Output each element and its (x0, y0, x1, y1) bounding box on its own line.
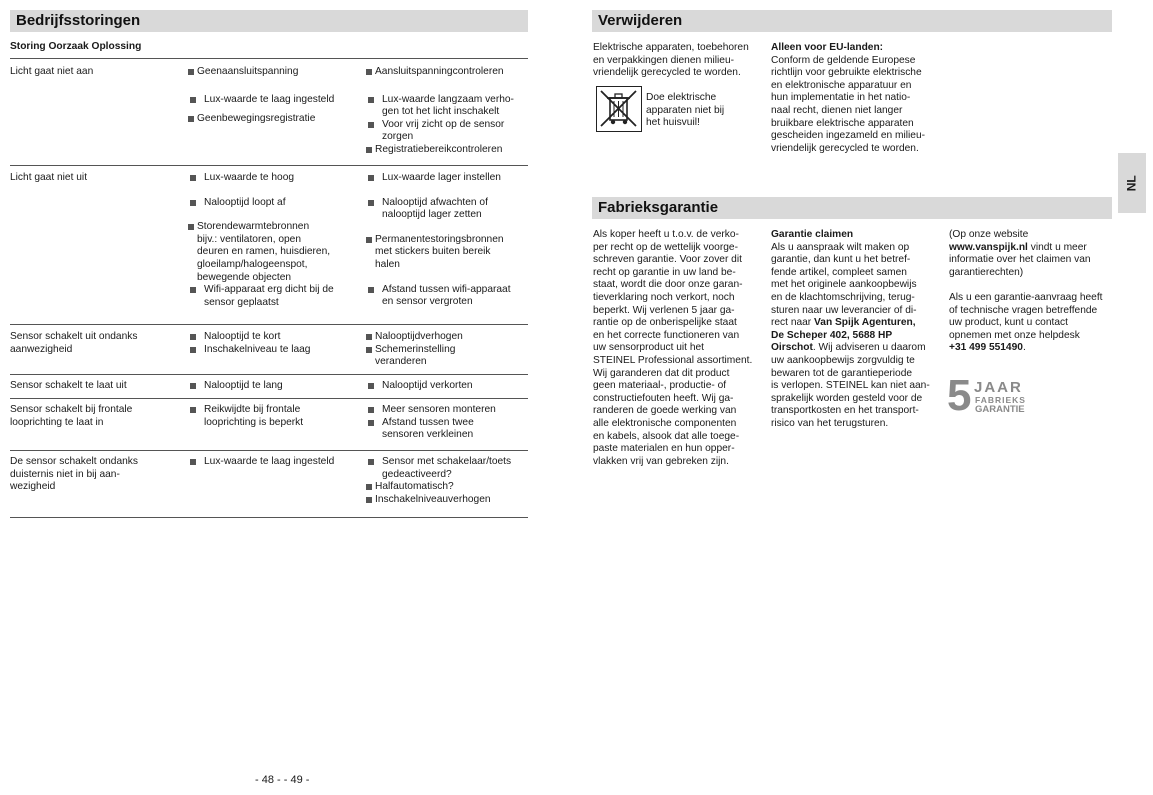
oplossing-text: sensoren verkleinen (382, 429, 474, 441)
bullet-square-icon (190, 383, 196, 389)
oplossing-item (366, 284, 528, 309)
warranty-col1-line: staat, wordt die door onze garan- (593, 279, 743, 291)
warranty-col2-line: Als u aanspraak wilt maken op (771, 241, 910, 253)
eu-line: hun implementatie in het natio- (771, 92, 911, 104)
warranty-claim-address-line3 (771, 342, 941, 355)
bullet-square-icon (368, 200, 374, 206)
warranty-col2-line: bewaren tot de garantieperiode (771, 367, 913, 379)
oorzaak-item (188, 284, 360, 309)
disposal-intro-line: Elektrische apparaten, toebehoren (593, 42, 749, 53)
oorzaak-text: Nalooptijd te kort (204, 331, 281, 342)
oorzaak-text: gloeilamp/halogeenspot, (197, 258, 308, 270)
bullet-square-icon (366, 484, 372, 490)
oorzaak-cell (188, 66, 360, 126)
badge-number: 5 (947, 371, 972, 420)
oorzaak-text: Wifi-apparaat erg dicht bij de (204, 284, 334, 296)
bullet-square-icon (368, 287, 374, 293)
storing-text: wezigheid (10, 481, 56, 493)
oorzaak-text: Lux-waarde te hoog (204, 172, 295, 183)
bullet-square-icon (368, 420, 374, 426)
oorzaak-cell (188, 172, 360, 309)
warranty-col1-line: vlakken vrij van gebreken zijn. (593, 455, 729, 467)
warranty-col2-line: is verlopen. STEINEL kan niet aan- (771, 380, 930, 392)
oorzaak-text: bewegende objecten (197, 271, 292, 283)
storing-cell (10, 331, 180, 356)
oorzaak-text: deuren en ramen, huisdieren, (197, 246, 331, 258)
section-title-bedrijfsstoringen: Bedrijfsstoringen (10, 10, 528, 32)
oorzaak-text: Geenaansluitspanning (197, 66, 299, 77)
storing-cell (10, 66, 180, 79)
eu-text (771, 55, 941, 156)
oplossing-item (366, 494, 528, 507)
oorzaak-item (188, 331, 360, 344)
warranty-col1-line: uw sensorproduct uit het (593, 342, 704, 354)
website-line (949, 242, 1119, 255)
oplossing-text: Lux-waarde langzaam verho- (382, 93, 514, 105)
oplossing-item (366, 172, 528, 185)
oplossing-text: Afstand tussen wifi-apparaat (382, 283, 511, 295)
oplossing-text: halen (375, 258, 400, 270)
bullet-square-icon (190, 97, 196, 103)
oplossing-item (366, 197, 528, 222)
oplossing-text: Sensor met schakelaar/toets (382, 456, 512, 467)
company-address: De Scheper 402, 5688 HP (771, 329, 893, 341)
warranty-col1-line: STEINEL Professional assortiment. (593, 354, 753, 366)
oorzaak-item (188, 344, 360, 357)
eu-line: richtlijn voor gebruikte elektrische (771, 67, 922, 79)
warranty-col3-line: garantierechten) (949, 266, 1024, 278)
oplossing-item (366, 66, 528, 79)
oorzaak-text: sensor geplaatst (204, 296, 279, 308)
website-suffix: vindt u meer (1027, 241, 1087, 253)
warranty-col1-line: alle elektronische componenten (593, 417, 737, 429)
oorzaak-text: Lux-waarde te laag ingesteld (204, 456, 335, 467)
section-title-verwijderen: Verwijderen (592, 10, 1112, 32)
storing-text: De sensor schakelt ondanks (10, 456, 138, 467)
warranty-col1-line: geen materiaal-, productie- of (593, 380, 727, 392)
crossed-bin-icon (596, 86, 642, 132)
oorzaak-cell (188, 331, 360, 356)
oorzaak-item (188, 172, 360, 185)
table-divider (10, 58, 528, 59)
oplossing-text: met stickers buiten bereik (375, 246, 491, 258)
bullet-square-icon (368, 407, 374, 413)
storing-text: Sensor schakelt uit ondanks (10, 331, 138, 342)
oplossing-item (366, 234, 528, 272)
storing-text: looprichting te laat in (10, 416, 104, 428)
warranty-col3-line: uw product, kunt u contact (949, 317, 1068, 329)
warranty-claim-heading: Garantie claimen (771, 229, 854, 240)
storing-text: Licht gaat niet aan (10, 66, 94, 77)
disposal-intro (593, 42, 763, 80)
storing-text: aanwezigheid (10, 343, 73, 355)
storing-text: duisternis niet in bij aan- (10, 468, 120, 480)
oorzaak-item (188, 456, 360, 469)
website-link[interactable]: www.vanspijk.nl (949, 241, 1028, 253)
storing-text: Sensor schakelt bij frontale (10, 404, 133, 415)
oplossing-text: Lux-waarde lager instellen (382, 172, 501, 183)
bullet-square-icon (368, 383, 374, 389)
oplossing-text: Meer sensoren monteren (382, 404, 496, 415)
oplossing-text: nalooptijd lager zetten (382, 209, 482, 221)
warranty-col1-line: per recht op de wettelijk voorge- (593, 241, 738, 253)
warranty-col1-line: beperkt. Wij verlenen 5 jaar ga- (593, 304, 735, 316)
eu-line: gescheiden ingezameld en milieu- (771, 130, 926, 142)
oorzaak-item (188, 380, 360, 393)
oorzaak-item (188, 404, 360, 429)
warranty-col1-line: schreven garantie. Voor zover dit (593, 254, 742, 266)
bullet-square-icon (366, 497, 372, 503)
oplossing-item (366, 119, 528, 144)
oorzaak-cell (188, 380, 360, 393)
eu-line: en elektronische apparatuur en (771, 79, 912, 91)
bullet-square-icon (190, 347, 196, 353)
eu-line: bruikbare elektrische apparaten (771, 117, 914, 129)
table-divider (10, 374, 528, 375)
eu-line: Conform de geldende Europese (771, 54, 916, 66)
warranty-col1-line: randeren de goede werking van (593, 405, 737, 417)
warranty-col2-line: transportkosten en het transport- (771, 405, 919, 417)
bullet-square-icon (368, 175, 374, 181)
paragraph-gap (949, 279, 1119, 292)
helpdesk-phone-line (949, 342, 1119, 355)
oplossing-item (366, 417, 528, 442)
oplossing-text: Inschakelniveauverhogen (375, 493, 491, 505)
five-year-warranty-badge (947, 371, 1037, 420)
oplossing-item (366, 331, 528, 344)
website-intro: (Op onze website (949, 229, 1029, 240)
table-divider (10, 450, 528, 451)
oorzaak-text: Lux-waarde te laag ingesteld (204, 93, 335, 105)
oplossing-cell (366, 66, 528, 157)
oplossing-text: Nalooptijd verkorten (382, 380, 473, 391)
warranty-col1-line: paste materialen en hun opper- (593, 443, 735, 455)
oplossing-text: Nalooptijd afwachten of (382, 196, 488, 208)
language-code: NL (1124, 175, 1139, 191)
bullet-square-icon (190, 175, 196, 181)
oplossing-text: en sensor vergroten (382, 296, 473, 308)
website-info (949, 254, 1119, 279)
bullet-square-icon (366, 69, 372, 75)
oplossing-text: Registratiebereikcontroleren (375, 143, 503, 155)
eu-line: vriendelijk gerecycled te worden. (771, 142, 919, 154)
warranty-col1-line: en het correcte functioneren van (593, 329, 740, 341)
section-title-fabrieksgarantie: Fabrieksgarantie (592, 197, 1112, 219)
oorzaak-cell (188, 404, 360, 429)
bullet-square-icon (366, 347, 372, 353)
warranty-col2-line: sturen naar uw leverancier of di- (771, 304, 917, 316)
warranty-col1-line: Wij garanderen dat dit product (593, 367, 730, 379)
storing-cell (10, 380, 180, 393)
bullet-square-icon (368, 459, 374, 465)
warranty-col1-line: recht op garantie in uw land be- (593, 266, 736, 278)
oplossing-cell (366, 456, 528, 506)
oorzaak-text: Reikwijdte bij frontale (204, 404, 301, 415)
oplossing-item (366, 404, 528, 417)
bullet-square-icon (366, 334, 372, 340)
warranty-col3-line: informatie over het claimen van (949, 254, 1091, 266)
oplossing-text: veranderen (375, 356, 427, 368)
warranty-col2-line: met het originele aankoopbewijs (771, 279, 917, 291)
oorzaak-text: looprichting is beperkt (204, 416, 304, 428)
oplossing-text: Schemerinstelling (375, 343, 456, 355)
table-divider (10, 398, 528, 399)
disposal-icon-line: Doe elektrische (646, 92, 717, 103)
bullet-square-icon (190, 334, 196, 340)
oplossing-text: gen tot het licht inschakelt (382, 106, 500, 118)
oplossing-text: Permanentestoringsbronnen (375, 233, 504, 245)
bullet-square-icon (366, 237, 372, 243)
warranty-claim-address-line1 (771, 317, 941, 330)
warranty-text-col2 (771, 229, 941, 431)
warranty-col3-line: Als u een garantie-aanvraag heeft (949, 291, 1103, 303)
warranty-col3-line: opnemen met onze helpdesk (949, 329, 1080, 341)
disposal-intro-line: en verpakkingen dienen milieu- (593, 54, 735, 66)
oorzaak-text: Inschakelniveau te laag (204, 343, 311, 355)
oorzaak-text: Nalooptijd loopt af (204, 196, 286, 208)
oplossing-text: Halfautomatisch? (375, 481, 454, 493)
bullet-square-icon (188, 69, 194, 75)
oorzaak-text: Geenbewegingsregistratie (197, 113, 316, 125)
bullet-square-icon (190, 459, 196, 465)
oplossing-item (366, 456, 528, 481)
warranty-col2-line: uw aankoopbewijs zorgvuldig te (771, 354, 915, 366)
helpdesk-text (949, 292, 1119, 342)
warranty-col2-line: garantie, dan kunt u het betref- (771, 254, 911, 266)
badge-word-garantie: GARANTIE (975, 404, 1025, 415)
bullet-square-icon (366, 147, 372, 153)
oplossing-text: Aansluitspanningcontroleren (375, 66, 504, 77)
oorzaak-cell (188, 456, 360, 469)
badge-word-fabrieks: FABRIEKS (975, 395, 1026, 405)
oplossing-cell (366, 404, 528, 442)
badge-word-jaar: JAAR (974, 379, 1023, 396)
warranty-col2-line: en de klachtomschrijving, terug- (771, 291, 915, 303)
bullet-square-icon (368, 122, 374, 128)
oorzaak-item (188, 66, 360, 79)
oorzaak-item (188, 94, 360, 107)
warranty-col1-line: rantie op de onberispelijke staat (593, 317, 737, 329)
warranty-col1-line: constructiefouten heeft. Wij ga- (593, 392, 734, 404)
oplossing-cell (366, 380, 528, 393)
company-city: Oirschot (771, 342, 813, 354)
table-divider (10, 324, 528, 325)
bullet-square-icon (190, 407, 196, 413)
oplossing-text: Voor vrij zicht op de sensor (382, 118, 505, 130)
phone-suffix: . (1022, 342, 1026, 354)
advice-start: . Wij adviseren u daarom (812, 342, 926, 354)
disposal-icon-line: het huisvuil! (646, 117, 700, 129)
oorzaak-text: bijv.: ventilatoren, open (197, 233, 302, 245)
language-tab-label (1118, 153, 1146, 213)
oorzaak-item (188, 113, 360, 126)
address-prefix: rect naar (771, 317, 815, 329)
oplossing-item (366, 94, 528, 119)
oplossing-item (366, 344, 528, 369)
eu-heading: Alleen voor EU-landen: (771, 42, 884, 53)
bullet-square-icon (188, 224, 194, 230)
oplossing-item (366, 380, 528, 393)
bullet-square-icon (188, 116, 194, 122)
table-header: Storing Oorzaak Oplossing (10, 41, 142, 52)
crossed-bin-graphic (597, 87, 640, 130)
disposal-intro-line: vriendelijk gerecycled te worden. (593, 67, 741, 79)
warranty-claim-text (771, 242, 941, 318)
helpdesk-phone: +31 499 551490 (949, 342, 1023, 354)
storing-text: Licht gaat niet uit (10, 172, 88, 183)
warranty-text-col1 (593, 229, 763, 468)
oplossing-item (366, 144, 528, 157)
oplossing-item (366, 481, 528, 494)
warranty-text-col3 (949, 229, 1119, 355)
warranty-col1-line: en kabels, alsook dat alle toege- (593, 430, 740, 442)
bullet-square-icon (190, 200, 196, 206)
warranty-col1-line: tieverklaring noch verkort, noch (593, 291, 735, 303)
bullet-square-icon (190, 287, 196, 293)
warranty-claim-text-end (771, 355, 941, 431)
page-numbers: - 48 - - 49 - (255, 774, 310, 786)
warranty-col1-line: Als koper heeft u t.o.v. de verko- (593, 229, 739, 240)
storing-cell (10, 172, 180, 185)
eu-line: naal recht, dienen niet langer (771, 104, 903, 116)
oplossing-cell (366, 331, 528, 369)
oorzaak-text: Nalooptijd te lang (204, 380, 283, 391)
oplossing-cell (366, 172, 528, 309)
bullet-square-icon (368, 97, 374, 103)
storing-cell (10, 404, 180, 429)
storing-cell (10, 456, 180, 494)
warranty-col2-line: risico van het terugsturen. (771, 417, 889, 429)
table-divider (10, 165, 528, 166)
warranty-col2-line: sprakelijk worden gesteld voor de (771, 392, 923, 404)
storing-text: Sensor schakelt te laat uit (10, 380, 127, 391)
oplossing-text: Nalooptijdverhogen (375, 331, 463, 342)
table-divider (10, 517, 528, 518)
oorzaak-item (188, 197, 360, 210)
oorzaak-item (188, 221, 360, 284)
disposal-icon-line: apparaten niet bij (646, 104, 725, 116)
oplossing-text: Afstand tussen twee (382, 416, 474, 428)
warranty-col2-line: fende artikel, compleet samen (771, 266, 907, 278)
oorzaak-text: Storendewarmtebronnen (197, 221, 310, 233)
oplossing-text: gedeactiveerd? (382, 468, 452, 480)
disposal-icon-text (646, 92, 756, 130)
company-name: Van Spijk Agenturen, (814, 317, 916, 329)
warranty-col3-line: of technische vragen betreffende (949, 304, 1098, 316)
oplossing-text: zorgen (382, 131, 414, 143)
